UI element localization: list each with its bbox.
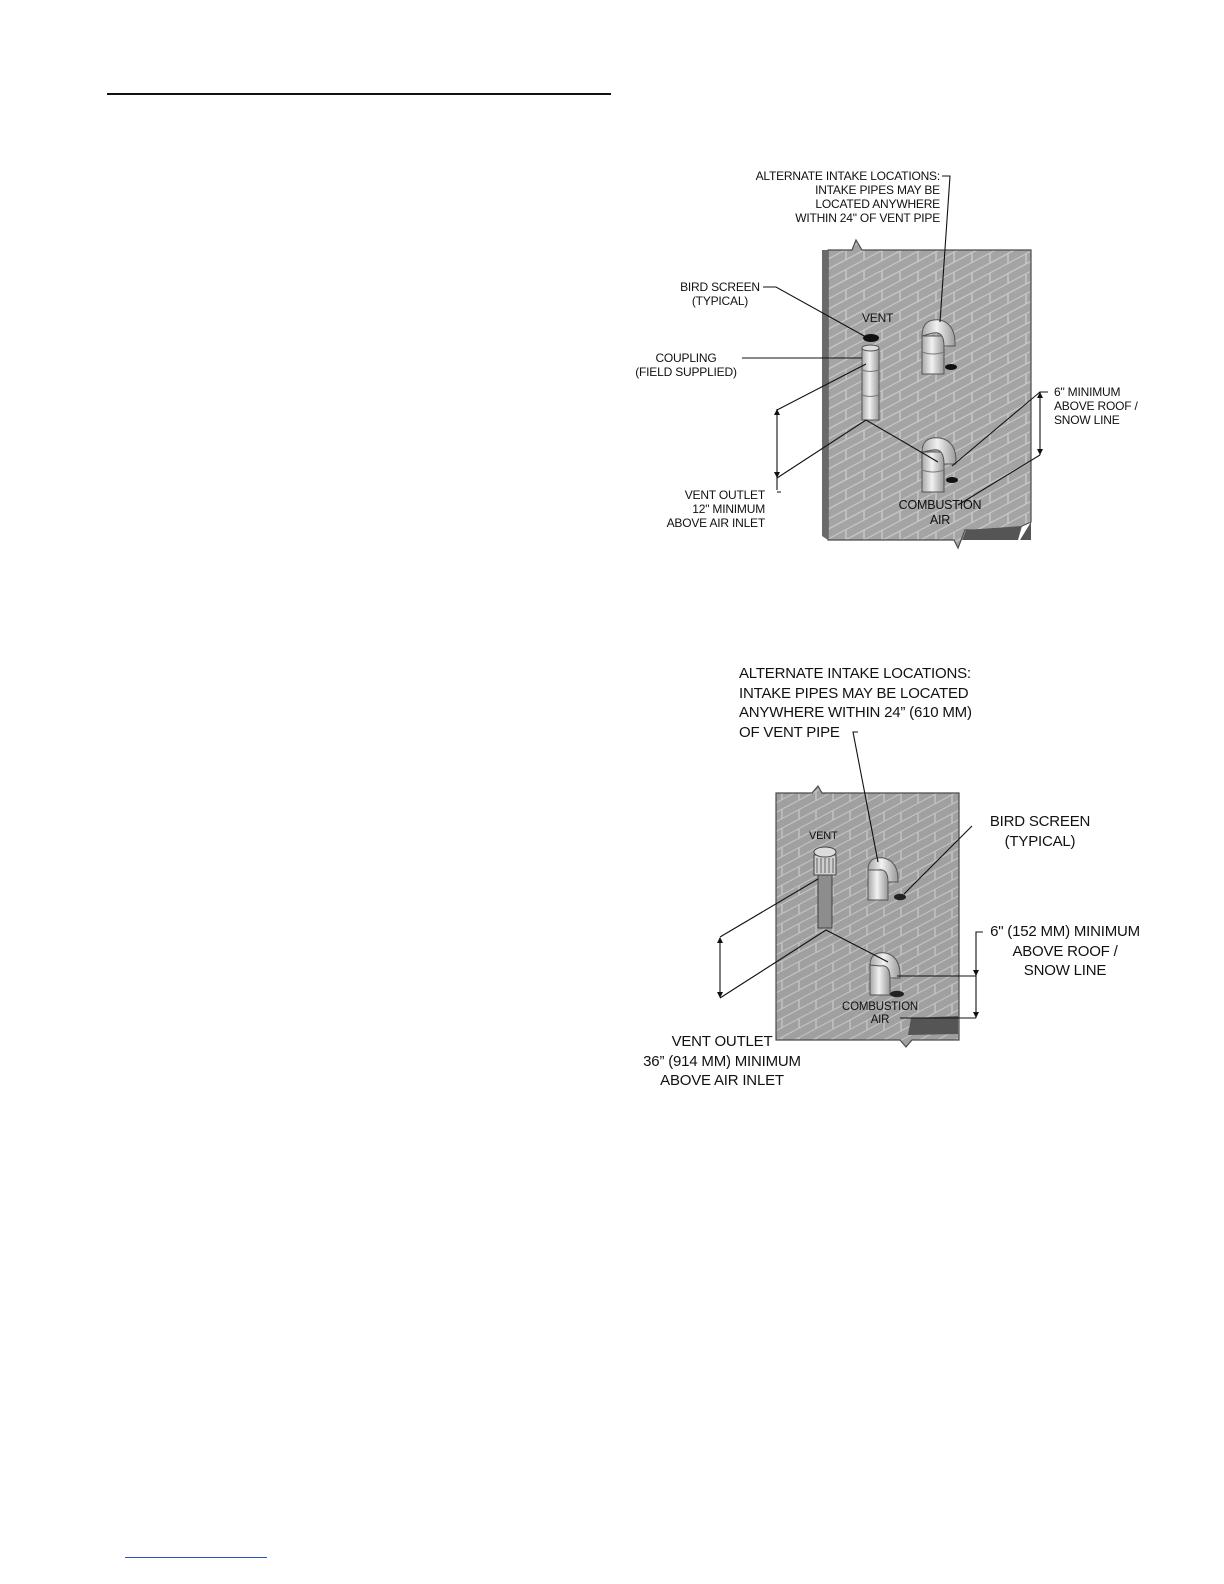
min-above-roof-label-2: 6" (152 MM) MINIMUM ABOVE ROOF / SNOW LINE bbox=[990, 923, 1140, 979]
combustion-air-label-1: COMBUSTION AIR bbox=[898, 498, 982, 527]
bird-screen-intake-upper bbox=[945, 364, 957, 370]
section-rule bbox=[107, 93, 611, 95]
bird-screen-label-1: BIRD SCREEN (TYPICAL) bbox=[680, 280, 760, 308]
bird-screen-intake-upper-2 bbox=[894, 894, 906, 900]
alternate-intake-label-2: ALTERNATE INTAKE LOCATIONS: INTAKE PIPES MAY BE LOCATED ANYWHERE WITHIN 24” (610 MM) OF VENT PIPE bbox=[739, 665, 972, 741]
vent-label-1: VENT bbox=[862, 311, 894, 325]
bird-screen-label-2: BIRD SCREEN (TYPICAL) bbox=[989, 813, 1091, 850]
alternate-intake-label-1: ALTERNATE INTAKE LOCATIONS: INTAKE PIPES MAY BE LOCATED ANYWHERE WITHIN 24" OF VENT PIPE bbox=[755, 169, 940, 225]
coupling-label: COUPLING (FIELD SUPPLIED) bbox=[635, 351, 737, 379]
vent-pipe bbox=[862, 345, 879, 420]
vent-outlet-label-1: VENT OUTLET 12" MINIMUM ABOVE AIR INLET bbox=[666, 488, 765, 530]
link-underline[interactable] bbox=[125, 1557, 267, 1558]
vent-label-2: VENT bbox=[809, 830, 838, 842]
vent-outlet-label-2: VENT OUTLET 36” (914 MM) MINIMUM ABOVE AIR INLET bbox=[643, 1033, 801, 1089]
bird-screen-intake-lower-2 bbox=[890, 991, 904, 997]
combustion-air-label-2: COMBUSTION AIR bbox=[842, 1001, 918, 1026]
min-above-roof-label-1: 6" MINIMUM ABOVE ROOF / SNOW LINE bbox=[1054, 385, 1138, 427]
bird-screen-vent bbox=[863, 334, 879, 342]
bird-screen-intake-lower bbox=[946, 477, 958, 483]
